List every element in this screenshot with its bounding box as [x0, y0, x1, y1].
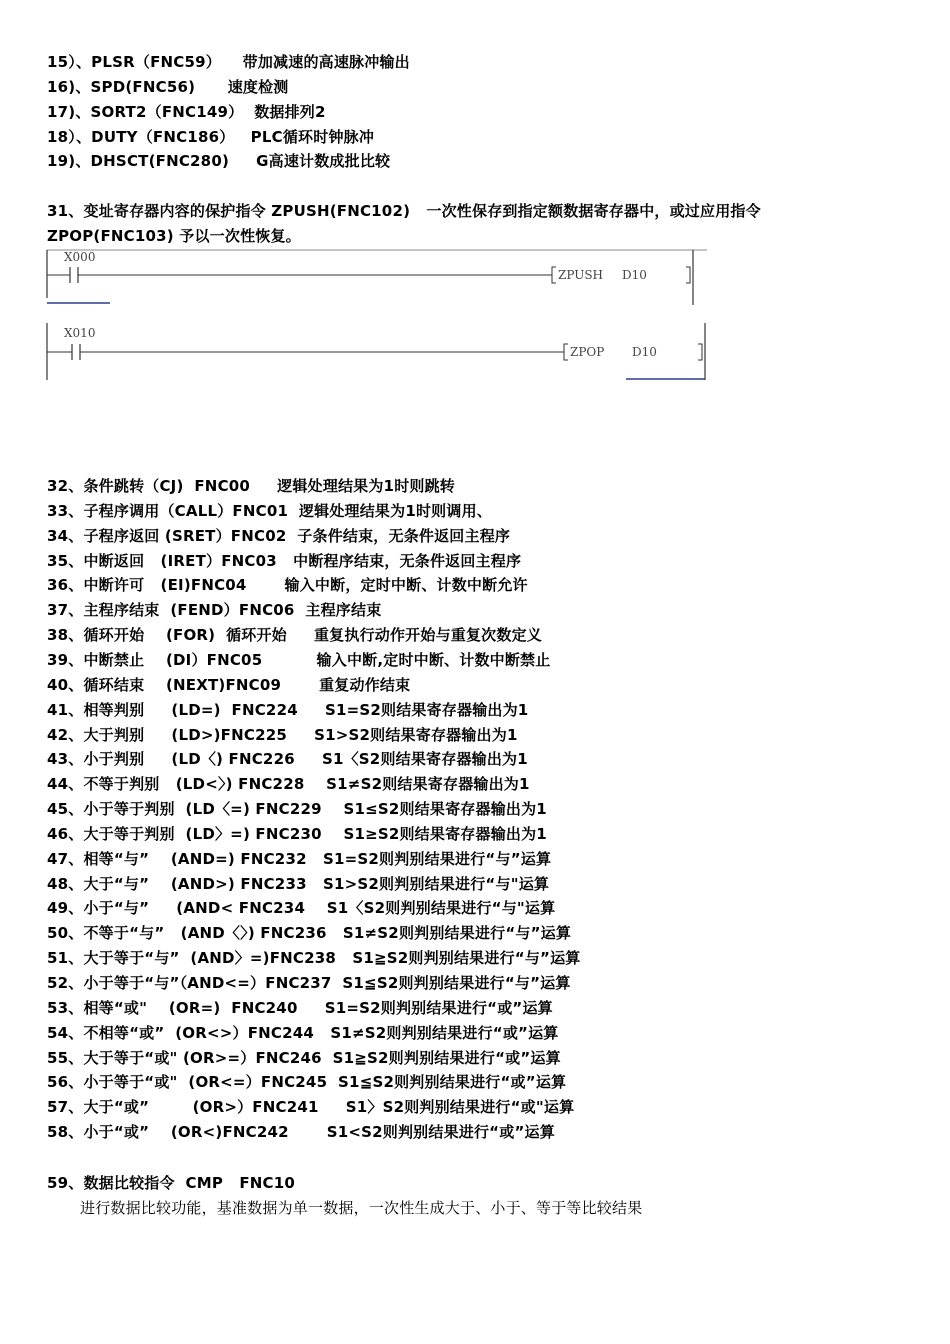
- instruction-item: 44、不等于判别 (LD<〉) FNC228 S1≠S2则结果寄存器输出为1: [47, 775, 530, 794]
- instruction-item: 54、不相等“或” (OR<>）FNC244 S1≠S2则判别结果进行“或”运算: [47, 1023, 559, 1042]
- instruction-item: 38、循环开始 (FOR) 循环开始 重复执行动作开始与重复次数定义: [47, 626, 542, 645]
- instruction-item: 41、相等判别 (LD=) FNC224 S1=S2则结果寄存器输出为1: [47, 700, 529, 719]
- instruction-item: 56、小于等于“或" (OR<=）FNC245 S1≦S2则判别结果进行“或”运算: [47, 1073, 567, 1092]
- list-item-17: 17)、SORT2（FNC149） 数据排列2: [47, 103, 326, 121]
- instruction-item: 52、小于等于“与”（AND<=）FNC237 S1≦S2则判别结果进行“与”运算: [47, 974, 571, 992]
- instruction-item: 50、不等于“与” (AND〈〉) FNC236 S1≠S2则判别结果进行“与”运算: [47, 924, 572, 943]
- section-59-title: 59、数据比较指令 CMP FNC10: [47, 1174, 295, 1192]
- ladder-diagram: [0, 0, 950, 400]
- instruction-item: 37、主程序结束 (FEND）FNC06 主程序结束: [47, 601, 382, 620]
- contact-label: X010: [64, 326, 96, 340]
- operand-label: D10: [622, 268, 647, 282]
- ladder-rung-zpop: [47, 323, 705, 380]
- instruction-item: 42、大于判别 (LD>)FNC225 S1>S2则结果寄存器输出为1: [47, 725, 518, 744]
- instruction-item: 40、循环结束 (NEXT)FNC09 重复动作结束: [47, 675, 411, 694]
- list-item-19: 19)、DHSCT(FNC280) G高速计数成批比较: [47, 152, 391, 170]
- instruction-item: 33、子程序调用（CALL）FNC01 逻辑处理结果为1时则调用、: [47, 501, 492, 520]
- contact-label: X000: [64, 250, 96, 264]
- instruction-item: 43、小于判别 (LD〈) FNC226 S1〈S2则结果寄存器输出为1: [47, 750, 528, 769]
- section-31-line2: ZPOP(FNC103) 予以一次性恢复。: [47, 227, 301, 245]
- section-31-line1: 31、变址寄存器内容的保护指令 ZPUSH(FNC102) 一次性保存到指定额数据寄存器中，或过应用指令: [47, 202, 761, 220]
- instruction-item: 36、中断许可 (EI)FNC04 输入中断，定时中断、计数中断允许: [47, 576, 528, 595]
- instruction-item: 55、大于等于“或" (OR>=）FNC246 S1≧S2则判别结果进行“或”运算: [47, 1048, 561, 1067]
- instruction-item: 32、条件跳转（CJ) FNC00 逻辑处理结果为1时则跳转: [47, 477, 455, 495]
- instruction-item: 35、中断返回 (IRET）FNC03 中断程序结束，无条件返回主程序: [47, 551, 522, 570]
- instruction-item: 47、相等“与” (AND=) FNC232 S1=S2则判别结果进行“与”运算: [47, 849, 552, 868]
- list-item-15: 15）、PLSR（FNC59） 带加减速的高速脉冲输出: [47, 53, 410, 71]
- ladder-rung-zpush: [47, 250, 707, 305]
- list-item-18: 18）、DUTY（FNC186） PLC循环时钟脉冲: [47, 128, 375, 146]
- instruction-item: 46、大于等于判别 (LD〉=) FNC230 S1≥S2则结果寄存器输出为1: [47, 824, 547, 843]
- section-59-description: 进行数据比较功能，基准数据为单一数据，一次性生成大于、小于、等于等比较结果: [80, 1199, 643, 1217]
- instruction-item: 49、小于“与” (AND< FNC234 S1〈S2则判别结果进行“与"运算: [47, 899, 556, 918]
- instruction-item: 45、小于等于判别 (LD〈=) FNC229 S1≤S2则结果寄存器输出为1: [47, 800, 547, 819]
- instruction-item: 51、大于等于“与” (AND〉=)FNC238 S1≧S2则判别结果进行“与”运算: [47, 949, 581, 968]
- instruction-label: ZPOP: [570, 345, 605, 359]
- instruction-item: 57、大于“或” (OR>）FNC241 S1〉S2则判别结果进行“或"运算: [47, 1098, 575, 1117]
- list-item-16: 16)、SPD(FNC56) 速度检测: [47, 78, 289, 96]
- instruction-item: 34、子程序返回 (SRET）FNC02 子条件结束，无条件返回主程序: [47, 526, 511, 545]
- operand-label: D10: [632, 345, 657, 359]
- instruction-item: 53、相等“或" (OR=) FNC240 S1=S2则判别结果进行“或”运算: [47, 998, 553, 1017]
- instruction-item: 58、小于“或” (OR<)FNC242 S1<S2则判别结果进行“或”运算: [47, 1123, 555, 1142]
- instruction-item: 39、中断禁止 (DI）FNC05 输入中断,定时中断、计数中断禁止: [47, 650, 551, 669]
- instruction-item: 48、大于“与” (AND>) FNC233 S1>S2则判别结果进行“与"运算: [47, 874, 550, 893]
- instruction-label: ZPUSH: [558, 268, 603, 282]
